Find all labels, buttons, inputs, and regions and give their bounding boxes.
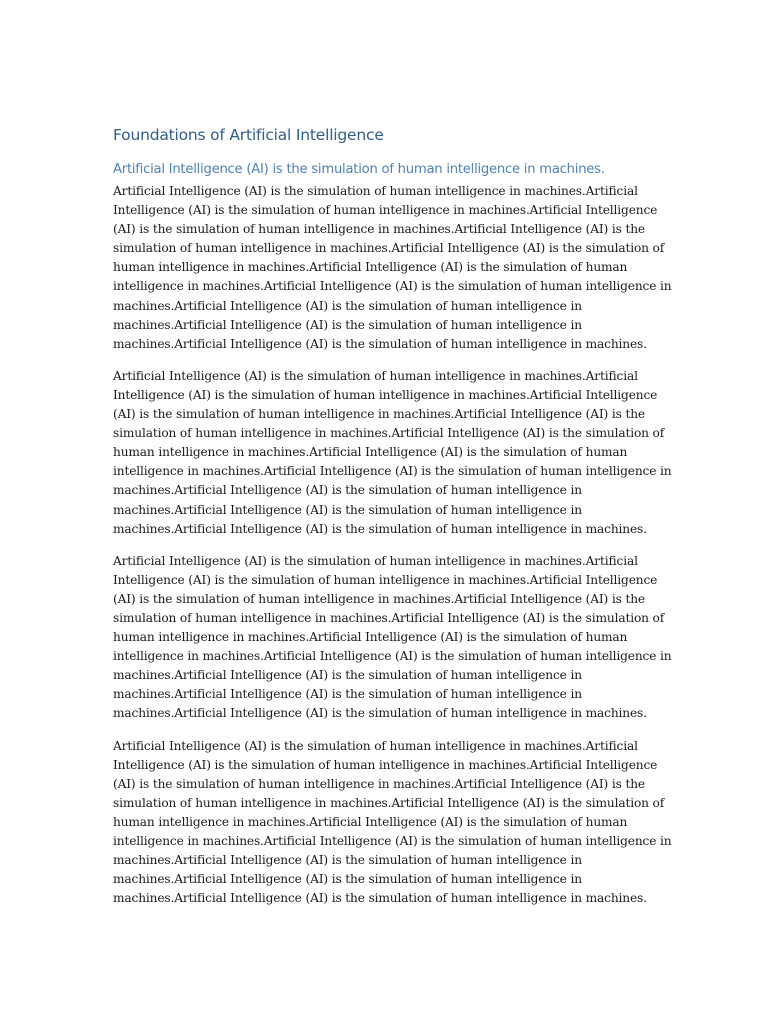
paragraph-line: machines.Artificial Intelligence (AI) is the simulation of human intelligence in machines.: [113, 706, 647, 721]
paragraph-line: machines.Artificial Intelligence (AI) is the simulation of human intelligence in: [113, 298, 582, 313]
document-subtitle: Artificial Intelligence (AI) is the simulation of human intelligence in machines.: [113, 162, 605, 177]
paragraph-line: Intelligence (AI) is the simulation of human intelligence in machines.Artificial Intelligence: [113, 572, 658, 587]
paragraph-line: simulation of human intelligence in machines.Artificial Intelligence (AI) is the simulation of: [113, 426, 665, 441]
paragraph-4: [113, 737, 672, 909]
paragraph-line: simulation of human intelligence in machines.Artificial Intelligence (AI) is the simulation of: [113, 795, 665, 810]
paragraph-line: Artificial Intelligence (AI) is the simulation of human intelligence in machines.Artificial: [113, 368, 638, 383]
paragraph-line: Artificial Intelligence (AI) is the simulation of human intelligence in machines.Artificial: [113, 553, 638, 568]
paragraph-line: machines.Artificial Intelligence (AI) is the simulation of human intelligence in: [113, 872, 582, 887]
paragraph-line: human intelligence in machines.Artificial Intelligence (AI) is the simulation of human: [113, 260, 628, 275]
paragraph-line: machines.Artificial Intelligence (AI) is the simulation of human intelligence in machines.: [113, 521, 647, 536]
paragraph-line: Artificial Intelligence (AI) is the simulation of human intelligence in machines.Artificial: [113, 184, 638, 198]
paragraph-line: machines.Artificial Intelligence (AI) is the simulation of human intelligence in machines.: [113, 891, 647, 906]
paragraph-line: machines.Artificial Intelligence (AI) is the simulation of human intelligence in: [113, 853, 582, 868]
paragraph-1: [113, 182, 672, 354]
paragraph-line: (AI) is the simulation of human intelligence in machines.Artificial Intelligence (AI) is the: [113, 591, 645, 606]
paragraph-line: machines.Artificial Intelligence (AI) is the simulation of human intelligence in: [113, 687, 582, 702]
paragraph-line: human intelligence in machines.Artificial Intelligence (AI) is the simulation of human: [113, 814, 628, 829]
paragraph-line: simulation of human intelligence in machines.Artificial Intelligence (AI) is the simulation of: [113, 241, 665, 256]
paragraph-line: machines.Artificial Intelligence (AI) is the simulation of human intelligence in: [113, 483, 582, 498]
paragraph-line: human intelligence in machines.Artificial Intelligence (AI) is the simulation of human: [113, 445, 628, 460]
paragraph-line: human intelligence in machines.Artificial Intelligence (AI) is the simulation of human: [113, 630, 628, 645]
paragraph-3: [113, 552, 672, 724]
paragraph-line: Artificial Intelligence (AI) is the simulation of human intelligence in machines.Artificial: [113, 738, 638, 753]
paragraph-line: Intelligence (AI) is the simulation of human intelligence in machines.Artificial Intelligence: [113, 757, 658, 772]
paragraph-line: (AI) is the simulation of human intelligence in machines.Artificial Intelligence (AI) is the: [113, 222, 645, 237]
paragraph-line: simulation of human intelligence in machines.Artificial Intelligence (AI) is the simulation of: [113, 610, 665, 625]
paragraph-line: machines.Artificial Intelligence (AI) is the simulation of human intelligence in: [113, 317, 582, 332]
paragraph-line: intelligence in machines.Artificial Intelligence (AI) is the simulation of human intelligence in: [113, 649, 672, 664]
paragraph-line: intelligence in machines.Artificial Intelligence (AI) is the simulation of human intelligence in: [113, 279, 672, 294]
document-body: [113, 182, 672, 908]
paragraph-line: machines.Artificial Intelligence (AI) is the simulation of human intelligence in machines.: [113, 336, 647, 351]
paragraph-line: machines.Artificial Intelligence (AI) is the simulation of human intelligence in: [113, 502, 582, 517]
paragraph-line: machines.Artificial Intelligence (AI) is the simulation of human intelligence in: [113, 668, 582, 683]
paragraph-line: intelligence in machines.Artificial Intelligence (AI) is the simulation of human intelligence in: [113, 834, 672, 848]
paragraph-line: (AI) is the simulation of human intelligence in machines.Artificial Intelligence (AI) is the: [113, 776, 645, 791]
paragraph-line: (AI) is the simulation of human intelligence in machines.Artificial Intelligence (AI) is the: [113, 407, 645, 422]
paragraph-line: intelligence in machines.Artificial Intelligence (AI) is the simulation of human intelligence in: [113, 464, 672, 479]
paragraph-line: Intelligence (AI) is the simulation of human intelligence in machines.Artificial Intelligence: [113, 203, 658, 218]
paragraph-2: [113, 367, 672, 539]
document-page: [113, 124, 672, 908]
document-title: Foundations of Artificial Intelligence: [113, 126, 384, 144]
paragraph-line: Intelligence (AI) is the simulation of human intelligence in machines.Artificial Intelligence: [113, 387, 658, 402]
